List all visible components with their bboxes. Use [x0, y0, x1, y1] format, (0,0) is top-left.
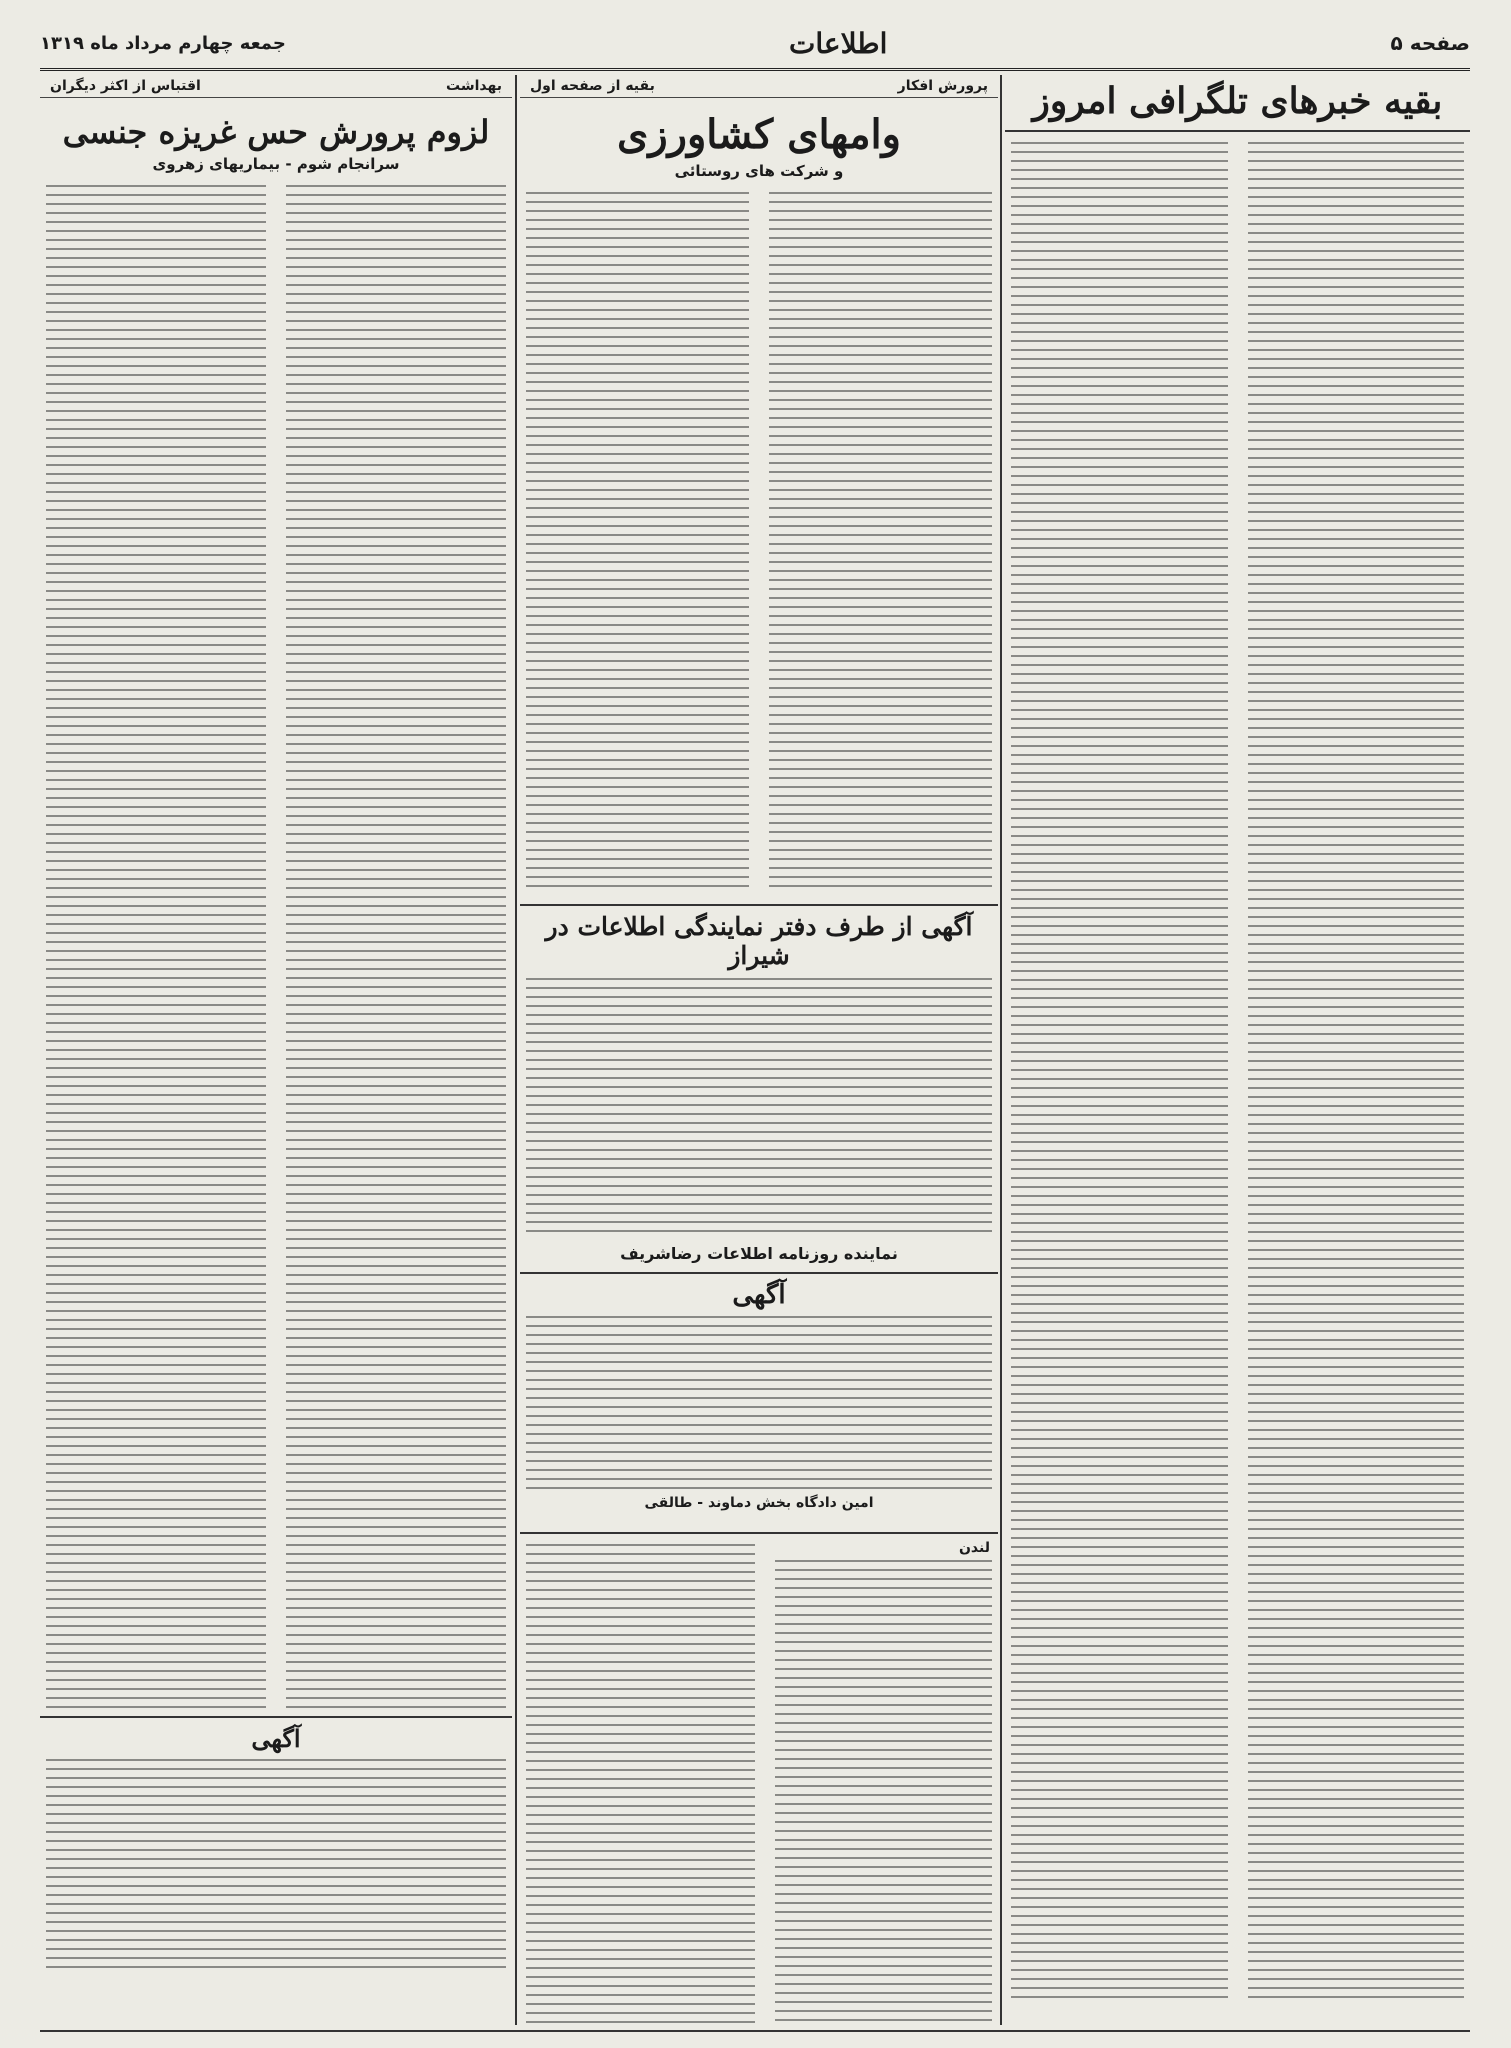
- right-column-headline: بقیه خبرهای تلگرافی امروز: [1005, 75, 1470, 132]
- bottom-rule: [40, 2030, 1470, 2032]
- center-headline: وامهای کشاورزی: [617, 111, 901, 158]
- center-text-b: [526, 192, 749, 892]
- center-bottom-text: [520, 1540, 998, 2025]
- center-bottom-first-word: لندن: [958, 1540, 990, 1556]
- left-headline: لزوم پرورش حس غریزه جنسی: [62, 113, 490, 151]
- right-column-text-b: [1011, 142, 1228, 2002]
- center-kickers: [520, 75, 998, 98]
- left-kicker-right: بهداشت: [446, 78, 502, 94]
- court-ad-signature: امین دادگاه بخش دماوند - طالقی: [644, 1495, 874, 1511]
- column-rule-right: [1000, 75, 1002, 2025]
- masthead: [40, 18, 1470, 71]
- left-kicker-left: اقتباس از اکثر دیگران: [50, 78, 201, 94]
- left-column: [40, 75, 512, 2025]
- left-text-b: [46, 185, 266, 1710]
- column-rule-left: [515, 75, 517, 2025]
- paper-name: اطلاعات: [789, 26, 888, 60]
- court-ad-title: آگهی: [732, 1280, 786, 1310]
- issue-date: جمعه چهارم مرداد ماه ۱۳۱۹: [40, 32, 286, 54]
- center-column: [520, 75, 998, 2025]
- bottom-left-ad-box: [40, 1716, 512, 1986]
- left-subheadline: سرانجام شوم - بیماریهای زهروی: [152, 154, 400, 173]
- center-bottom-text-a: [775, 1560, 992, 2025]
- center-bottom-text-b: [526, 1544, 755, 2025]
- center-text-a: [769, 192, 992, 892]
- court-ad-box: [520, 1274, 998, 1534]
- center-subheadline: و شرکت های روستائی: [674, 162, 844, 180]
- right-column-text-a: [1248, 142, 1465, 2002]
- shiraz-ad-signature: نماینده روزنامه اطلاعات رضاشریف: [620, 1244, 898, 1263]
- page-number: صفحه ۵: [1390, 31, 1470, 55]
- shiraz-ad-title: آگهی از طرف دفتر نمایندگی اطلاعات در شیراز: [545, 912, 973, 970]
- right-column: [1005, 75, 1470, 2025]
- center-kicker-right: پرورش افکار: [897, 78, 988, 94]
- court-ad-text: [526, 1316, 992, 1491]
- shiraz-ad-box: [520, 904, 998, 1274]
- center-kicker-left: بقیه از صفحه اول: [530, 78, 655, 94]
- left-text-a: [286, 185, 506, 1710]
- shiraz-ad-text: [526, 978, 992, 1238]
- bottom-left-ad-title: آگهی: [251, 1723, 301, 1753]
- bottom-left-ad-text: [46, 1759, 506, 1969]
- left-kickers: [40, 75, 512, 98]
